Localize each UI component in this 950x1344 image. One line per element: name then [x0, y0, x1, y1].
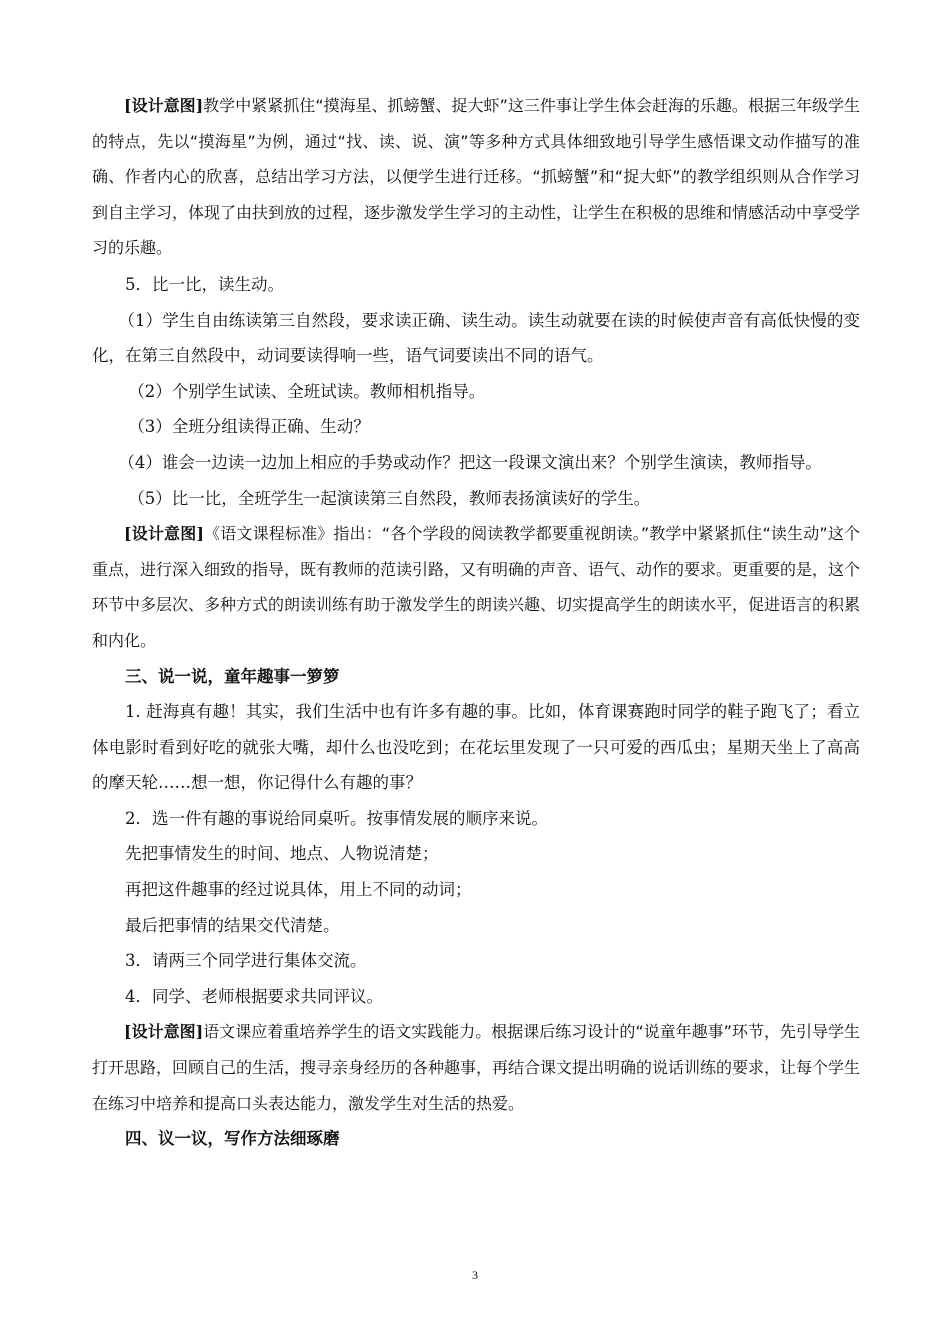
list-item: （5）比一比，全班学生一起演读第三自然段，教师表扬演读好的学生。	[128, 488, 651, 508]
design-intent-label: [设计意图]	[124, 524, 204, 544]
paragraph-text: 《语文课程标准》指出：“各个学段的阅读教学都要重视朗读。”教学中紧紧抓住“读生动”这个重点，进行深入细致的指导，既有教师的范读引路，又有明确的声音、语气、动作的要求。更重要的是，这个环节中多层次、多种方式的朗读训练有助于激发学生的朗读兴趣、切实提高学生的朗读水平，促进语言的积累和内化。	[92, 524, 861, 650]
design-intent-paragraph	[92, 88, 860, 266]
list-item: （4）谁会一边读一边加上相应的手势或动作？把这一段课文演出来？个别学生演读，教师指导。	[118, 452, 822, 472]
list-item: 1. 赶海真有趣！其实，我们生活中也有许多有趣的事。比如，体育课赛跑时同学的鞋子跑飞了；看立体电影时看到好吃的就张大嘴，却什么也没吃到；在花坛里发现了一只可爱的西瓜虫；星期天坐上了高高的摩天轮……想一想，你记得什么有趣的事？	[92, 702, 860, 793]
design-intent-label: [设计意图]	[124, 96, 204, 115]
list-item: 3．请两三个同学进行集体交流。	[125, 951, 367, 971]
list-item: 最后把事情的结果交代清楚。	[125, 915, 340, 935]
section-heading: 三、说一说，童年趣事一箩箩	[125, 666, 340, 686]
list-item: （3）全班分组读得正确、生动？	[128, 417, 370, 437]
list-item: 4．同学、老师根据要求共同评议。	[125, 986, 383, 1006]
list-item: 再把这件趣事的经过说具体，用上不同的动词；	[125, 880, 472, 900]
design-intent-label: [设计意图]	[124, 1022, 204, 1042]
design-intent-paragraph	[92, 1014, 860, 1121]
list-item: 2．选一件有趣的事说给同桌听。按事情发展的顺序来说。	[125, 808, 548, 828]
page-body	[92, 88, 860, 1157]
list-item: 先把事情发生的时间、地点、人物说清楚；	[125, 844, 439, 864]
list-item: （1）学生自由练读第三自然段，要求读正确、读生动。读生动就要在读的时候使声音有高低快慢的变化，在第三自然段中，动词要读得响一些，语气词要读出不同的语气。	[92, 310, 860, 366]
paragraph-text: 教学中紧紧抓住“摸海星、抓螃蟹、捉大虾”这三件事让学生体会赶海的乐趣。根据三年级学生的特点，先以“摸海星”为例，通过“找、读、说、演”等多种方式具体细致地引导学生感悟课文动作描写的准确、作者内心的欣喜，总结出学习方法，以便学生进行迁移。“抓螃蟹”和“捉大虾”的教学组织则从合作学习到自主学习，体现了由扶到放的过程，逐步激发学生学习的主动性，让学生在积极的思维和情感活动中享受学习的乐趣。	[92, 96, 861, 258]
step-heading: 5．比一比，读生动。	[125, 274, 284, 294]
page-number: 3	[472, 1268, 478, 1282]
section-heading: 四、议一议，写作方法细琢磨	[125, 1129, 340, 1149]
paragraph-text: 语文课应着重培养学生的语文实践能力。根据课后练习设计的“说童年趣事”环节，先引导学生打开思路，回顾自己的生活，搜寻亲身经历的各种趣事，再结合课文提出明确的说话训练的要求，让每个学生在练习中培养和提高口头表达能力，激发学生对生活的热爱。	[92, 1022, 861, 1113]
list-item: （2）个别学生试读、全班试读。教师相机指导。	[128, 381, 486, 401]
design-intent-paragraph	[92, 516, 860, 658]
